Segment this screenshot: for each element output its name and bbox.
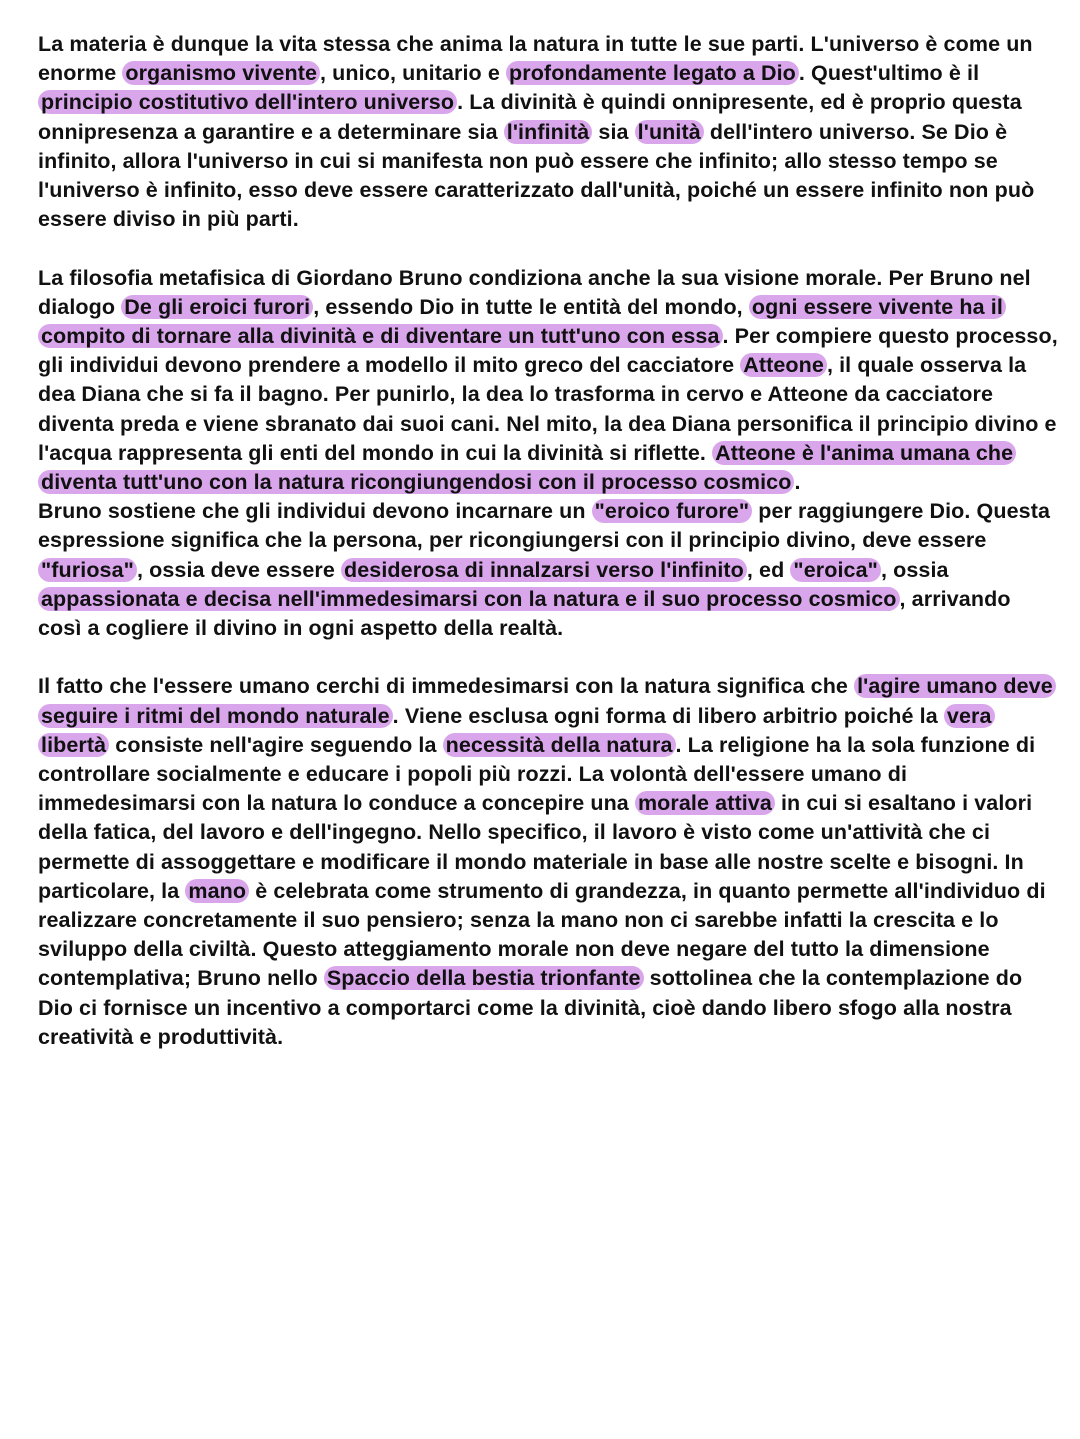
highlighted-phrase: l'agire umano deve seguire i ritmi del mondo naturale bbox=[38, 674, 1056, 727]
text-run: per raggiungere Dio. Questa espressione significa che la persona, per ricongiungersi con il principio divino, deve essere bbox=[38, 499, 1051, 553]
text-run: , il quale osserva la dea Diana che si fa il bagno. Per punirlo, la dea lo trasforma in cervo e Atteone da cacciatore diventa preda e viene sbranato dai suoi cani. Nel mito, la dea Diana personifica il principio divino e l'acqua rappresenta gli enti del mondo in cui la divinità si riflette. bbox=[38, 353, 1057, 465]
text-run: in cui si esaltano i valori della fatica, del lavoro e dell'ingegno. Nello specifico, il lavoro è visto come un'attività che ci permette di assoggettare e modificare il mondo materiale in base alle nostre scelte e bisogni. In particolare, la bbox=[38, 791, 1033, 903]
text-run: . Per compiere questo processo, gli individui devono prendere a modello il mito greco del cacciatore bbox=[38, 324, 1058, 378]
paragraph-1 bbox=[38, 30, 1060, 234]
handwritten-notes-page bbox=[38, 30, 1060, 1052]
text-run: sia bbox=[592, 119, 635, 144]
highlighted-phrase: vera libertà bbox=[38, 704, 995, 757]
text-run: , ossia bbox=[880, 557, 949, 582]
highlighted-phrase: organismo vivente bbox=[122, 61, 320, 85]
highlighted-phrase: mano bbox=[185, 879, 249, 903]
text-run: . La religione ha la sola funzione di controllare socialmente e educare i popoli più rozzi. La volontà dell'essere umano di immedesimarsi con la natura lo conduce a concepire una bbox=[38, 732, 1036, 816]
text-run: , arrivando così a cogliere il divino in ogni aspetto della realtà. bbox=[38, 586, 1011, 641]
highlighted-phrase: "eroico furore" bbox=[592, 499, 753, 523]
paragraph-3 bbox=[38, 497, 1060, 643]
highlighted-phrase: "furiosa" bbox=[38, 558, 137, 582]
text-run: . bbox=[794, 470, 801, 495]
text-run: , ossia deve essere bbox=[136, 557, 341, 582]
highlighted-phrase: l'infinità bbox=[504, 120, 593, 144]
highlighted-phrase: necessità della natura bbox=[443, 733, 676, 757]
highlighted-phrase: principio costitutivo dell'intero universo bbox=[38, 90, 457, 114]
highlighted-phrase: "eroica" bbox=[790, 558, 881, 582]
text-run: consiste nell'agire seguendo la bbox=[109, 732, 443, 757]
paragraph-2 bbox=[38, 264, 1060, 498]
highlighted-phrase: l'unità bbox=[635, 120, 704, 144]
text-run: . La divinità è quindi onnipresente, ed è proprio questa onnipresenza a garantire e a determinare sia bbox=[38, 90, 1022, 144]
text-run: La filosofia metafisica di Giordano Bruno condiziona anche la sua visione morale. Per Bruno nel dialogo bbox=[38, 265, 1031, 319]
text-run: Il fatto che l'essere umano cerchi di immedesimarsi con la natura significa che bbox=[38, 674, 855, 699]
text-run: Bruno sostiene che gli individui devono incarnare un bbox=[38, 499, 592, 524]
highlighted-phrase: Spaccio della bestia trionfante bbox=[324, 966, 644, 990]
highlighted-phrase: Atteone bbox=[740, 353, 827, 377]
highlighted-phrase: ogni essere vivente ha il compito di tornare alla divinità e di diventare un tutt'uno con essa bbox=[38, 295, 1006, 348]
text-run: La materia è dunque la vita stessa che anima la natura in tutte le sue parti. L'universo è come un enorme bbox=[38, 32, 1033, 86]
highlighted-phrase: Atteone è l'anima umana che diventa tutt'uno con la natura ricongiungendosi con il processo cosmico bbox=[38, 441, 1016, 494]
text-run: è celebrata come strumento di grandezza, in quanto permette all'individuo di realizzare concretamente il suo pensiero; senza la mano non ci sarebbe infatti la crescita e lo sviluppo della civiltà. Questo atteggiamento morale non deve negare del tutto la dimensione contemplativa; Bruno nello bbox=[38, 878, 1046, 991]
paragraph-4 bbox=[38, 672, 1060, 1052]
highlighted-phrase: desiderosa di innalzarsi verso l'infinito bbox=[341, 558, 747, 582]
highlighted-phrase: profondamente legato a Dio bbox=[506, 61, 799, 85]
highlighted-phrase: appassionata e decisa nell'immedesimarsi con la natura e il suo processo cosmico bbox=[38, 587, 900, 611]
text-run: , unico, unitario e bbox=[320, 61, 506, 86]
highlighted-phrase: morale attiva bbox=[635, 791, 775, 815]
highlighted-phrase: De gli eroici furori bbox=[121, 295, 313, 319]
text-run: . Viene esclusa ogni forma di libero arbitrio poiché la bbox=[392, 703, 944, 728]
text-run: . Quest'ultimo è il bbox=[798, 61, 980, 86]
text-run: , ed bbox=[746, 557, 791, 582]
text-run: , essendo Dio in tutte le entità del mondo, bbox=[313, 294, 749, 319]
text-run: dell'intero universo. Se Dio è infinito, allora l'universo in cui si manifesta non può essere che infinito; allo stesso tempo se l'universo è infinito, esso deve essere caratterizzato dall'unità, poiché un essere infinito non può essere diviso in più parti. bbox=[38, 119, 1035, 232]
text-run: sottolinea che la contemplazione do Dio ci fornisce un incentivo a comportarci come la divinità, cioè dando libero sfogo alla nostra creatività e produttività. bbox=[38, 966, 1023, 1049]
